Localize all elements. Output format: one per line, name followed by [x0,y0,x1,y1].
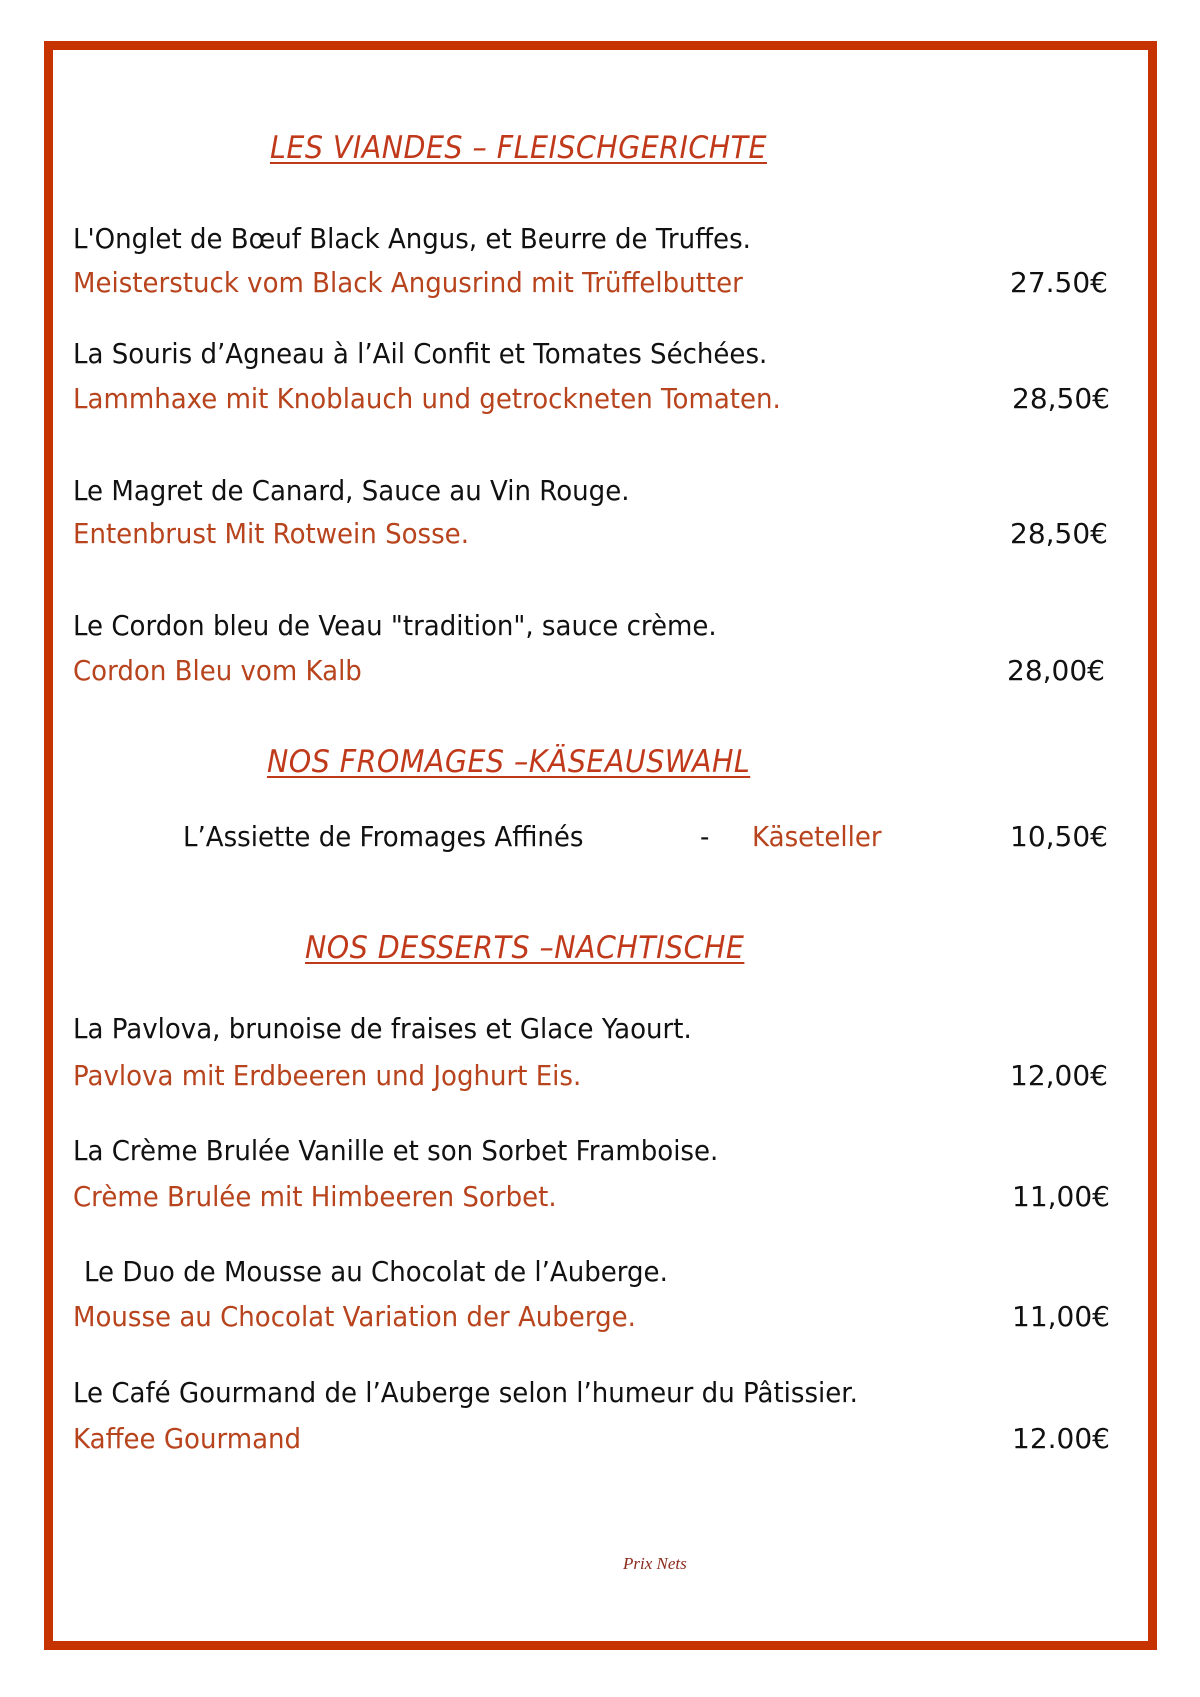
menu-item-fr: Le Duo de Mousse au Chocolat de l’Auberge. [84,1255,668,1288]
section-heading-desserts: NOS DESSERTS –NACHTISCHE [305,930,745,966]
menu-item-fr: Le Café Gourmand de l’Auberge selon l’humeur du Pâtissier. [73,1376,858,1409]
net-prices-note: Prix Nets [623,1554,687,1573]
menu-item-price: 27.50€ [1010,266,1108,299]
menu-item-de: Pavlova mit Erdbeeren und Joghurt Eis. [73,1059,582,1092]
menu-item-de: Mousse au Chocolat Variation der Auberge. [73,1300,636,1333]
menu-item-fr: L'Onglet de Bœuf Black Angus, et Beurre de Truffes. [73,222,751,255]
menu-item-price: 12,00€ [1010,1059,1108,1092]
menu-item-de: Meisterstuck vom Black Angusrind mit Trüffelbutter [73,266,743,299]
menu-item-price: 11,00€ [1012,1300,1110,1333]
menu-item-separator: - [700,820,710,853]
menu-item-fr: La Pavlova, brunoise de fraises et Glace Yaourt. [73,1012,692,1045]
menu-item-price: 28,50€ [1010,517,1108,550]
menu-item-fr: La Crème Brulée Vanille et son Sorbet Framboise. [73,1134,719,1167]
menu-item-fr: L’Assiette de Fromages Affinés [183,820,584,853]
menu-item-fr: Le Cordon bleu de Veau "tradition", sauce crème. [73,609,717,642]
menu-item-de: Crème Brulée mit Himbeeren Sorbet. [73,1180,557,1213]
menu-item-fr: Le Magret de Canard, Sauce au Vin Rouge. [73,474,630,507]
menu-item-de: Lammhaxe mit Knoblauch und getrockneten Tomaten. [73,382,781,415]
section-heading-cheeses: NOS FROMAGES –KÄSEAUSWAHL [267,744,751,780]
menu-item-de: Kaffee Gourmand [73,1422,302,1455]
menu-item-fr: La Souris d’Agneau à l’Ail Confit et Tomates Séchées. [73,337,768,370]
menu-item-de: Cordon Bleu vom Kalb [73,654,362,687]
menu-item-de: Käseteller [752,820,882,853]
section-heading-meats: LES VIANDES – FLEISCHGERICHTE [270,130,768,166]
menu-item-de: Entenbrust Mit Rotwein Sosse. [73,517,469,550]
menu-item-price: 12.00€ [1012,1422,1110,1455]
menu-item-price: 28,00€ [1007,654,1105,687]
menu-item-price: 10,50€ [1010,820,1108,853]
menu-item-price: 28,50€ [1012,382,1110,415]
menu-item-price: 11,00€ [1012,1180,1110,1213]
